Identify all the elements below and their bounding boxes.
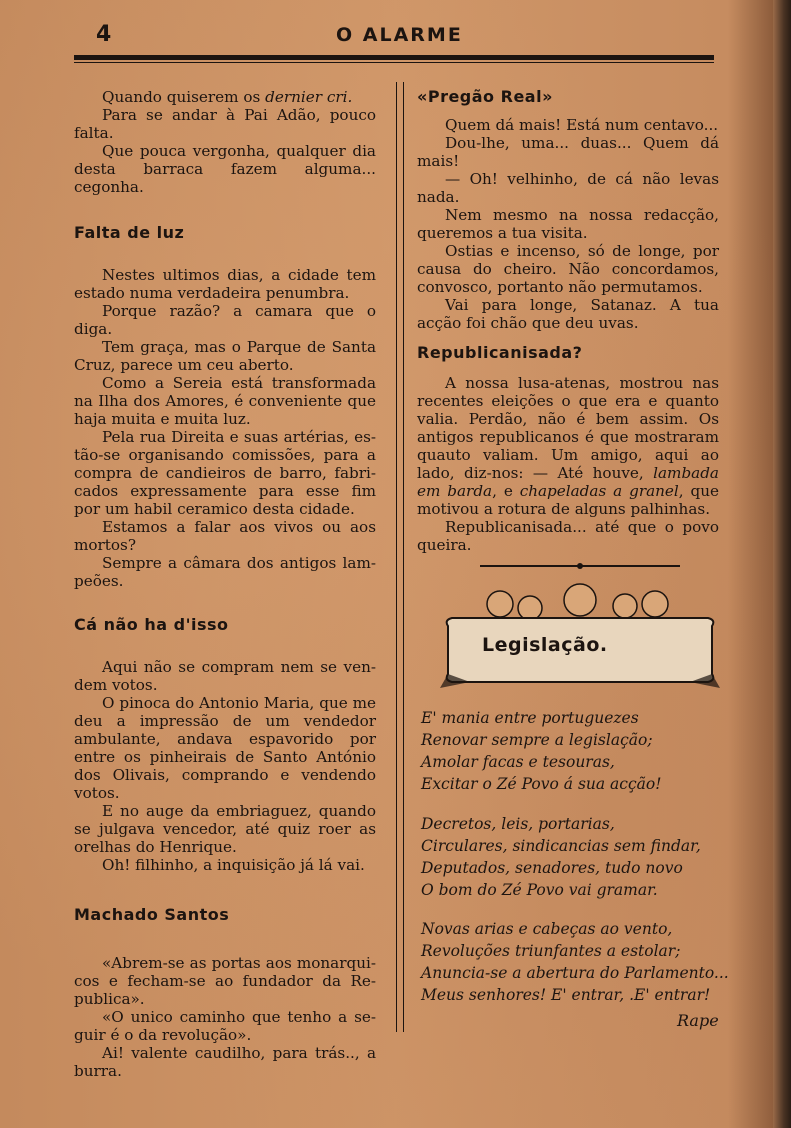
header-rule-thin — [74, 62, 714, 63]
poem-line: Meus senhores! E' entrar, .E' entrar! — [421, 986, 711, 1004]
poem-line: Revoluções triunfantes a estolar; — [421, 942, 681, 960]
header-rule-thick — [74, 55, 714, 60]
poem-line: Deputados, senadores, tudo novo — [421, 859, 683, 877]
poem-line: O bom do Zé Povo vai gramar. — [421, 881, 658, 899]
article-paragraph: — Oh! velhinho, de cá não levas nada. — [417, 170, 719, 206]
section-heading-ca-nao-ha-disso: Cá não ha d'isso — [74, 615, 229, 634]
article-paragraph: Vai para longe, Satanaz. A tua acção foi chão que deu uvas. — [417, 296, 719, 332]
article-text: A nossa lusa-atenas, mostrou nas recentes eleições o que era e quanto valia. Perdão, não é bem assim. Os antigos republicanos é que mostraram quauto valiam. Um amigo, aqui ao lado, diz-nos: — Até houve, — [417, 374, 719, 482]
section-heading-republicanisada: Republicanisada? — [417, 343, 583, 362]
poem-line: Circulares, sindicancias sem findar, — [421, 837, 701, 855]
poem-line: Amolar facas e tesouras, — [421, 753, 615, 771]
section-heading-pregao-real: «Pregão Real» — [417, 87, 553, 106]
intro-paragraph-1 — [74, 88, 376, 106]
article-paragraph: Ostias e incenso, só de longe, por causa do cheiro. Não concordamos, convosco, portanto não permutamos. — [417, 242, 719, 296]
poem-line: Novas arias e cabeças ao vento, — [421, 920, 673, 938]
article-paragraph: Aqui não se compram nem se ven-dem votos. — [74, 658, 376, 694]
poem-stanza-1 — [421, 707, 661, 795]
article-paragraph: Pela rua Direita e suas artérias, es-tão-se organisando comissões, para a compra de candieiros de barro, fabri-cados expressamente para esse fim por um habil ceramico desta cidade. — [74, 428, 376, 518]
poem-line: Excitar o Zé Povo á sua acção! — [421, 775, 662, 793]
intro-italic: dernier cri. — [265, 88, 353, 106]
article-italic: chapeladas a granel — [519, 482, 679, 500]
poem-stanza-2 — [421, 813, 701, 901]
article-paragraph: Quem dá mais! Está num centavo... — [445, 116, 719, 134]
column-divider — [403, 82, 404, 1032]
article-paragraph: Republicanisada... até que o povo queira. — [417, 518, 719, 554]
section-heading-machado-santos: Machado Santos — [74, 905, 230, 924]
article-paragraph: Dou-lhe, uma... duas... Quem dá mais! — [417, 134, 719, 170]
article-text: , que motivou a rotura de alguns palhinhas. — [417, 482, 719, 518]
article-paragraph: E no auge da embriaguez, quando se julgava vencedor, até quiz roer as orelhas do Henrique. — [74, 802, 376, 856]
poem-line: Renovar sempre a legislação; — [421, 731, 653, 749]
article-italic: lambada em barda — [417, 464, 719, 500]
article-paragraph: O pinoca do Antonio Maria, que me deu a impressão de um vendedor ambulante, andava espavorido por entre os pinheirais de Santo António dos Olivais, comprando e vendendo votos. — [74, 694, 376, 802]
masthead-title: O ALARME — [336, 24, 463, 46]
article-paragraph: «O unico caminho que tenho a se-guir é o da revolução». — [74, 1008, 376, 1044]
article-paragraph: «Abrem-se as portas aos monarqui-cos e fecham-se ao fundador da Re-publica». — [74, 954, 376, 1008]
section-heading-falta-de-luz: Falta de luz — [74, 223, 185, 242]
poem-stanza-3 — [421, 918, 729, 1006]
intro-paragraph-3: Que pouca vergonha, qualquer dia desta barraca fazem alguma... cegonha. — [74, 142, 376, 196]
ornament-dot — [577, 563, 583, 569]
article-paragraph: Nestes ultimos dias, a cidade tem estado numa verdadeira penumbra. — [74, 266, 376, 302]
column-divider — [396, 82, 397, 1032]
intro-paragraph-2: Para se andar à Pai Adão, pouco falta. — [74, 106, 376, 142]
article-paragraph: Porque razão? a camara que o diga. — [74, 302, 376, 338]
article-paragraph: Ai! valente caudilho, para trás.., a burra. — [74, 1044, 376, 1080]
article-paragraph: Oh! filhinho, a inquisição já lá vai. — [102, 856, 365, 874]
poem-line: E' mania entre portuguezes — [421, 709, 639, 727]
intro-text: Quando quiserem os — [102, 88, 266, 106]
article-paragraph: Sempre a câmara dos antigos lam-peões. — [74, 554, 376, 590]
poem-signature: Rape — [677, 1011, 719, 1030]
article-text: , e — [492, 482, 520, 500]
article-paragraph: Nem mesmo na nossa redacção, queremos a tua visita. — [417, 206, 719, 242]
article-paragraph: Tem graça, mas o Parque de Santa Cruz, parece um ceu aberto. — [74, 338, 376, 374]
left-column — [74, 88, 376, 1080]
legislacao-banner-illustration — [440, 556, 720, 696]
legislacao-banner-text: Legislação. — [482, 634, 608, 656]
article-paragraph — [417, 374, 719, 518]
right-column — [417, 88, 719, 554]
article-paragraph: Estamos a falar aos vivos ou aos mortos? — [74, 518, 376, 554]
figures-icon — [487, 584, 668, 620]
page-spine-shadow — [773, 0, 791, 1128]
poem-line: Anuncia-se a abertura do Parlamento... — [421, 964, 729, 982]
page-number: 4 — [96, 22, 113, 47]
poem-line: Decretos, leis, portarias, — [421, 815, 615, 833]
article-paragraph: Como a Sereia está transformada na Ilha dos Amores, é conveniente que haja muita e muita luz. — [74, 374, 376, 428]
